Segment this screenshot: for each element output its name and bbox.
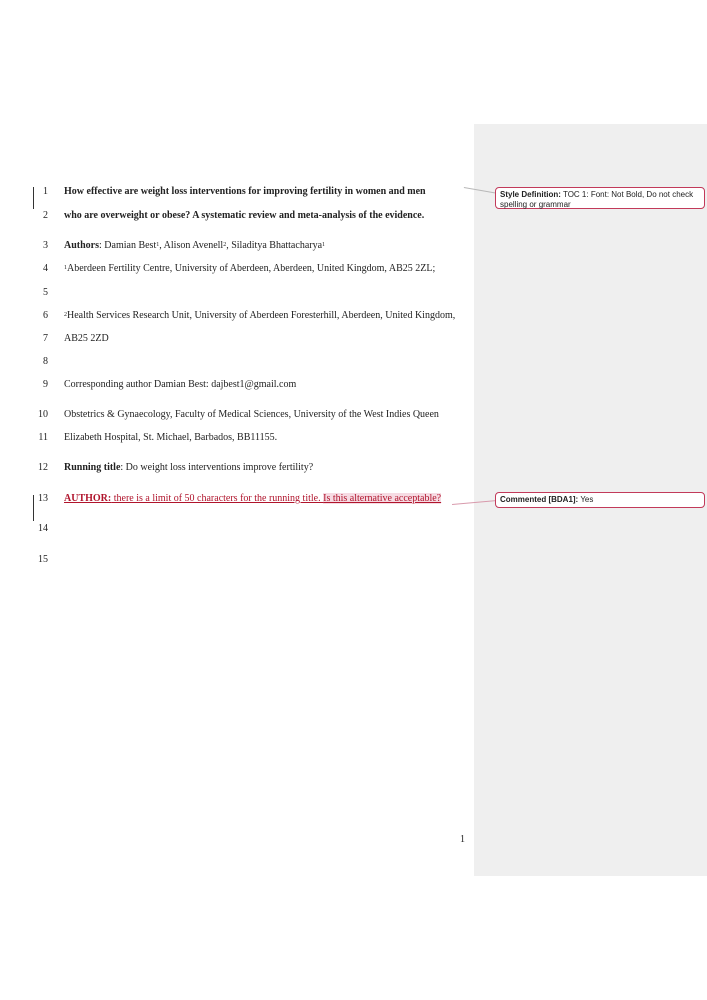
balloon-text: TOC 1: Font: Not Bold, Do not check spelling or grammar (500, 190, 694, 209)
running-title-text: : Do weight loss interventions improve fertility? (120, 462, 314, 473)
line-number: 1 (43, 186, 48, 197)
line-12 (0, 460, 474, 476)
affiliation-mark: 2 (223, 242, 227, 248)
line-number: 8 (43, 356, 48, 367)
balloon-label: Style Definition: (500, 190, 561, 199)
affiliation-1[interactable] (64, 261, 435, 277)
title-line-2[interactable]: who are overweight or obese? A systematic review and meta-analysis of the evidence. (64, 210, 425, 221)
affiliation-text: Health Services Research Unit, University of Aberdeen Foresterhill, Aberdeen, United Kingdom, (67, 310, 456, 321)
line-7 (0, 331, 474, 347)
author-query-tag: AUTHOR: (64, 493, 112, 504)
running-title-label: Running title (64, 462, 121, 473)
affiliation-2[interactable] (64, 308, 455, 324)
line-number: 2 (43, 210, 48, 221)
line-3 (0, 238, 474, 254)
line-number: 7 (43, 333, 48, 344)
affiliation-2-cont[interactable]: AB25 2ZD (64, 333, 109, 344)
title-line-1[interactable]: How effective are weight loss interventions for improving fertility in women and men (64, 186, 426, 197)
line-5 (0, 285, 474, 301)
author-name: , Alison Avenell (159, 240, 224, 251)
comment-text: Yes (578, 495, 594, 504)
running-title[interactable] (64, 460, 313, 476)
authors-label: Authors (64, 240, 100, 251)
line-2 (0, 208, 474, 224)
line-10 (0, 407, 474, 423)
style-definition-balloon[interactable] (495, 187, 705, 209)
affiliation-mark: 1 (322, 242, 326, 248)
line-number: 12 (38, 462, 48, 473)
line-number: 10 (38, 409, 48, 420)
address-line-2[interactable]: Elizabeth Hospital, St. Michael, Barbados, BB11155. (64, 432, 278, 443)
author-query-text: there is a limit of 50 characters for the running title. (111, 493, 324, 504)
line-number: 3 (43, 240, 48, 251)
line-number: 13 (38, 493, 48, 504)
page-number: 1 (460, 834, 465, 845)
authors-line[interactable] (64, 238, 325, 254)
line-14 (0, 521, 474, 537)
affiliation-mark: 2 (64, 312, 67, 318)
author-name: , Siladitya Bhattacharya (226, 240, 323, 251)
affiliation-mark: 1 (156, 242, 160, 248)
line-13 (0, 491, 474, 507)
line-number: 14 (38, 523, 48, 534)
line-number: 11 (38, 432, 48, 443)
comment-balloon[interactable] (495, 492, 705, 508)
line-4 (0, 261, 474, 277)
line-number: 15 (38, 554, 48, 565)
affiliation-mark: 1 (64, 265, 67, 271)
line-9 (0, 377, 474, 393)
line-number: 9 (43, 379, 48, 390)
line-11 (0, 430, 474, 446)
commented-text-highlight[interactable]: Is this alternative acceptable? (323, 493, 442, 504)
line-number: 5 (43, 287, 48, 298)
line-6 (0, 308, 474, 324)
corresponding-author[interactable]: Corresponding author Damian Best: dajbest1@gmail.com (64, 379, 297, 390)
line-number: 4 (43, 263, 48, 274)
author-query[interactable] (64, 491, 441, 507)
comment-label: Commented [BDA1]: (500, 495, 579, 504)
line-number: 6 (43, 310, 48, 321)
line-15 (0, 552, 474, 568)
address-line-1[interactable]: Obstetrics & Gynaecology, Faculty of Medical Sciences, University of the West Indies Queen (64, 409, 439, 420)
line-1 (0, 184, 474, 200)
affiliation-text: Aberdeen Fertility Centre, University of Aberdeen, Aberdeen, United Kingdom, AB25 2ZL; (67, 263, 436, 274)
author-name: : Damian Best (99, 240, 157, 251)
line-8 (0, 354, 474, 370)
